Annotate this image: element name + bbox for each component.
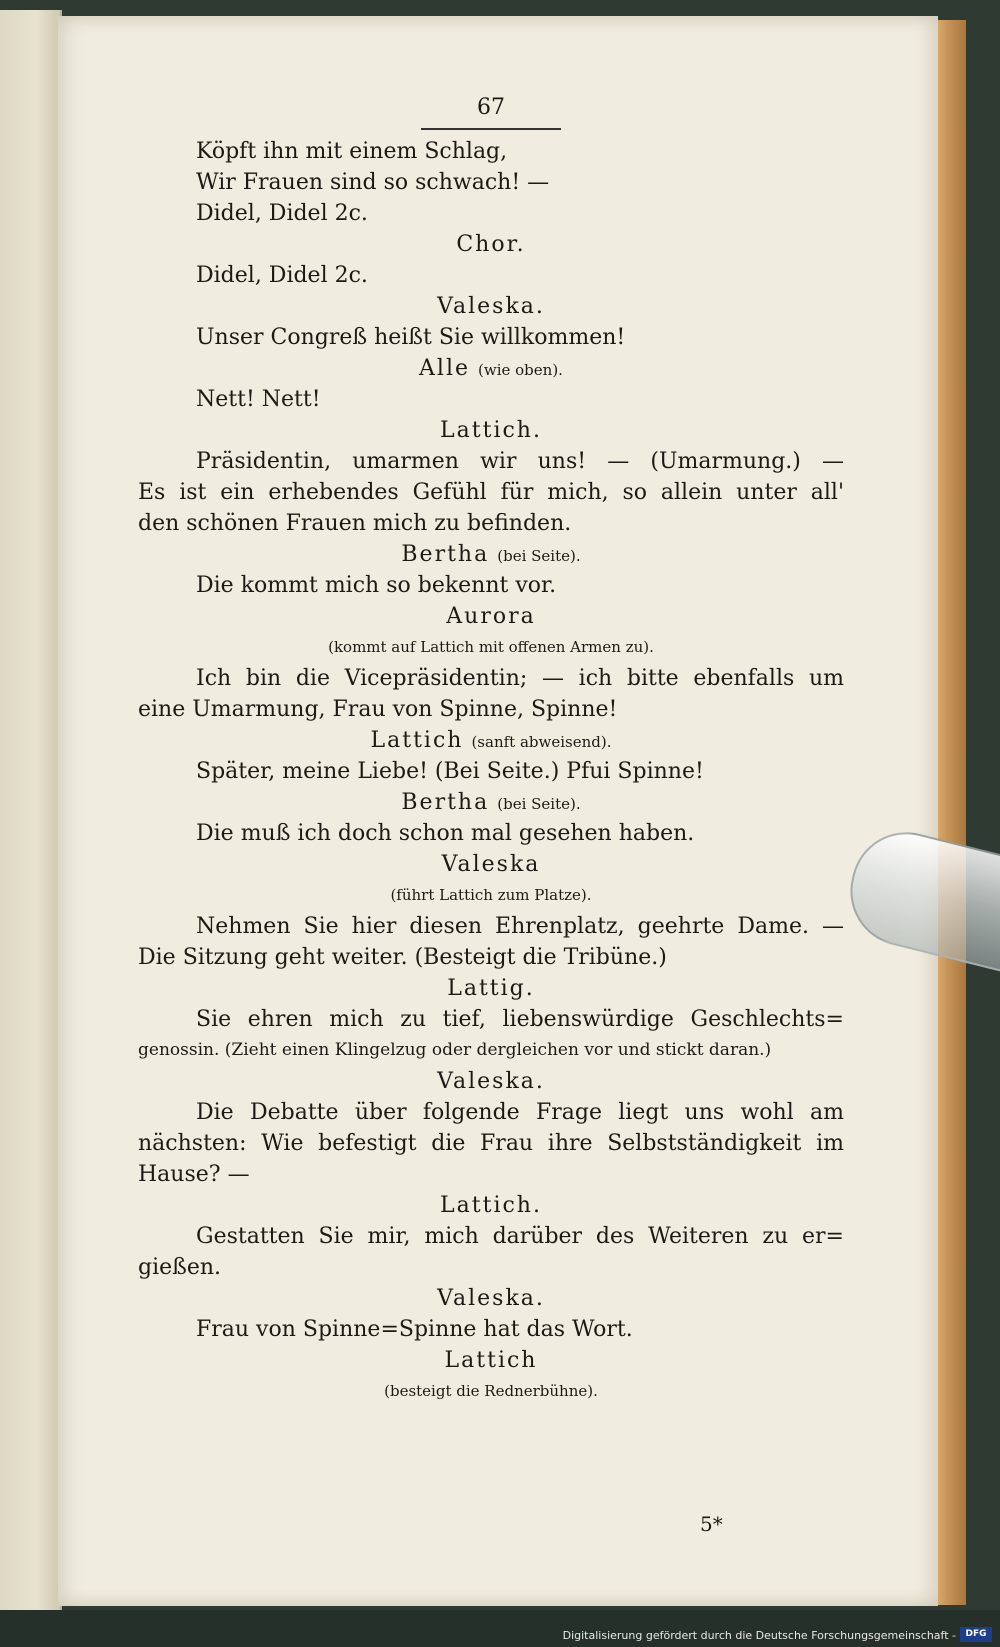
dialogue-line: Die muß ich doch schon mal gesehen haben. <box>196 821 695 846</box>
dialogue-line: Nehmen Sie hier diesen Ehrenplatz, geehrte Dame. — <box>196 914 844 939</box>
dialogue-line: nächsten: Wie befestigt die Frau ihre Selbstständigkeit im <box>138 1131 844 1156</box>
dialogue-line: Die Sitzung geht weiter. (Besteigt die Tribüne.) <box>138 945 667 970</box>
dialogue-line: Hause? — <box>138 1162 250 1187</box>
speaker-label: Aurora <box>446 604 536 629</box>
stage-direction: (besteigt die Rednerbühne). <box>384 1382 598 1400</box>
signature-mark: 5* <box>700 1512 723 1536</box>
speaker-label: Valeska. <box>437 294 545 319</box>
speaker-label: Alle <box>419 356 471 381</box>
speaker-name <box>138 725 844 756</box>
speaker-name <box>138 973 844 1004</box>
speaker-label: Lattig. <box>447 976 535 1001</box>
speaker-name <box>138 229 844 260</box>
speaker-name <box>138 1345 844 1376</box>
dialogue-line: genossin. (Zieht einen Klingelzug oder dergleichen vor und stickt daran.) <box>138 1040 772 1060</box>
speaker-label: Chor. <box>456 232 526 257</box>
stage-direction: (wie oben). <box>478 361 563 379</box>
speaker-name <box>138 1066 844 1097</box>
speaker-label: Lattich. <box>440 1193 542 1218</box>
dialogue-line: Gestatten Sie mir, mich darüber des Weiteren zu er= <box>196 1224 844 1249</box>
dialogue-line: den schönen Frauen mich zu befinden. <box>138 511 572 536</box>
speaker-name <box>138 787 844 818</box>
speaker-label: Valeska <box>441 852 541 877</box>
speaker-label: Lattich <box>370 728 464 753</box>
footer-credit: Digitalisierung gefördert durch die Deutsche Forschungsgemeinschaft - <box>562 1629 956 1642</box>
left-page-edge <box>0 10 62 1610</box>
page-block-edge <box>938 20 966 1605</box>
dialogue-line: Didel, Didel 2c. <box>196 201 368 226</box>
speaker-name <box>138 415 844 446</box>
speaker-label: Valeska. <box>437 1286 545 1311</box>
text-lines <box>138 136 844 1407</box>
dialogue-line: eine Umarmung, Frau von Spinne, Spinne! <box>138 697 618 722</box>
dialogue-line: Köpft ihn mit einem Schlag, <box>196 139 508 164</box>
dialogue-line: Die kommt mich so bekennt vor. <box>196 573 557 598</box>
dialogue-line: gießen. <box>138 1255 222 1280</box>
speaker-label: Valeska. <box>437 1069 545 1094</box>
speaker-label: Lattich. <box>440 418 542 443</box>
stage-direction: (bei Seite). <box>497 547 581 565</box>
stage-direction: (kommt auf Lattich mit offenen Armen zu). <box>328 638 654 656</box>
dialogue-line: Es ist ein erhebendes Gefühl für mich, so allein unter all' <box>138 480 844 505</box>
dialogue-line: Wir Frauen sind so schwach! — <box>196 170 550 195</box>
dialogue-line: Nett! Nett! <box>196 387 321 412</box>
dfg-logo: DFG <box>960 1627 992 1642</box>
dialogue-line: Präsidentin, umarmen wir uns! — (Umarmung.) — <box>196 449 844 474</box>
speaker-name <box>138 353 844 384</box>
stage-direction: (bei Seite). <box>497 795 581 813</box>
speaker-label: Bertha <box>401 790 490 815</box>
page-text <box>138 88 844 1407</box>
speaker-label: Lattich <box>444 1348 538 1373</box>
dialogue-line: Unser Congreß heißt Sie willkommen! <box>196 325 626 350</box>
dialogue-line: Die Debatte über folgende Frage liegt uns wohl am <box>196 1100 844 1125</box>
speaker-name <box>138 539 844 570</box>
speaker-name <box>138 601 844 632</box>
page-number: 67 <box>421 88 561 130</box>
dialogue-line: Sie ehren mich zu tief, liebenswürdige Geschlechts= <box>196 1007 844 1032</box>
stage-direction: (führt Lattich zum Platze). <box>390 886 592 904</box>
dialogue-line: Später, meine Liebe! (Bei Seite.) Pfui Spinne! <box>196 759 704 784</box>
dialogue-line: Didel, Didel 2c. <box>196 263 368 288</box>
speaker-name <box>138 849 844 880</box>
speaker-name <box>138 291 844 322</box>
dialogue-line: Ich bin die Vicepräsidentin; — ich bitte ebenfalls um <box>196 666 844 691</box>
speaker-label: Bertha <box>401 542 490 567</box>
stage-direction: (sanft abweisend). <box>471 733 612 751</box>
dialogue-line: Frau von Spinne=Spinne hat das Wort. <box>196 1317 633 1342</box>
speaker-name <box>138 1283 844 1314</box>
speaker-name <box>138 1190 844 1221</box>
